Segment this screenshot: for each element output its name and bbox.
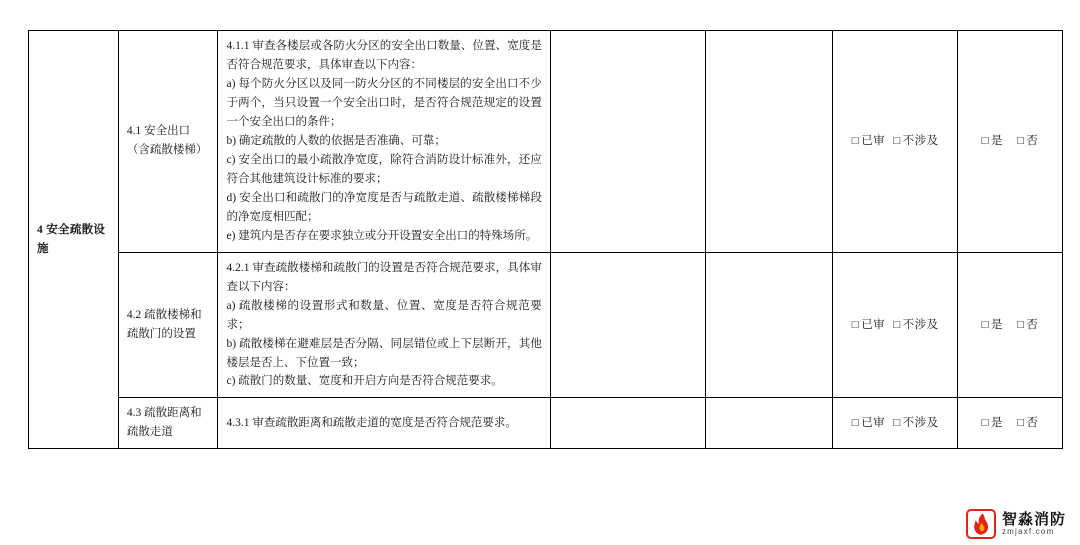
checkbox-icon[interactable]: □: [1016, 134, 1025, 147]
table-row: [29, 252, 1063, 398]
checkbox-icon[interactable]: □: [893, 134, 901, 147]
checkbox-icon[interactable]: □: [981, 134, 989, 147]
checkbox-icon[interactable]: □: [851, 416, 860, 429]
review-done-label: 已审: [861, 134, 886, 147]
result-cell[interactable]: [957, 398, 1062, 449]
brand-url: zmjaxf.com: [1001, 526, 1055, 536]
item-cell: 4.1 安全出口（含疏散楼梯）: [118, 31, 218, 253]
blank-cell[interactable]: [705, 31, 833, 253]
content-cell: 4.1.1 审查各楼层或各防火分区的安全出口数量、位置、宽度是否符合规范要求，具体审查以下内容： a) 每个防火分区以及同一防火分区的不同楼层的安全出口不少于两个，当只设置一个安全出口时，是否符合规范规定的设置一个安全出口的条件； b) 确定疏散的人数的依据是否准确、可靠； c) 安全出口的最小疏散净宽度，除符合消防设计标准外，还应符合其他建筑设计标准的要求； d) 安全出口和疏散门的净宽度是否与疏散走道、疏散楼梯梯段的净宽度相匹配； e) 建筑内是否存在要求独立或分开设置安全出口的特殊场所。: [218, 31, 550, 253]
blank-cell[interactable]: [550, 31, 705, 253]
brand-name: 智淼消防: [1001, 510, 1066, 528]
watermark: [966, 509, 1066, 539]
category-cell: 4 安全疏散设施: [29, 31, 119, 449]
review-done-label: 已审: [861, 416, 886, 429]
review-status-cell[interactable]: [833, 398, 958, 449]
table-row: [29, 31, 1063, 253]
review-na-label: 不涉及: [902, 416, 939, 429]
blank-cell[interactable]: [550, 252, 705, 398]
result-yes-label: 是: [990, 318, 1003, 331]
brand-logo-icon: [966, 509, 996, 539]
checkbox-icon[interactable]: □: [893, 318, 901, 331]
checkbox-icon[interactable]: □: [851, 134, 860, 147]
result-yes-label: 是: [990, 134, 1003, 147]
review-status-cell[interactable]: [833, 252, 958, 398]
item-cell: 4.3 疏散距离和疏散走道: [118, 398, 218, 449]
result-cell[interactable]: [957, 31, 1062, 253]
result-yes-label: 是: [990, 416, 1003, 429]
review-status-cell[interactable]: [833, 31, 958, 253]
blank-cell[interactable]: [705, 252, 833, 398]
result-no-label: 否: [1026, 134, 1039, 147]
result-no-label: 否: [1026, 416, 1039, 429]
result-no-label: 否: [1026, 318, 1039, 331]
content-cell: 4.2.1 审查疏散楼梯和疏散门的设置是否符合规范要求，具体审查以下内容： a) 疏散楼梯的设置形式和数量、位置、宽度是否符合规范要求； b) 疏散楼梯在避难层是否分隔、同层错位或上下层断开，其他楼层是否上、下位置一致； c) 疏散门的数量、宽度和开启方向是否符合规范要求。: [218, 252, 550, 398]
checkbox-icon[interactable]: □: [1016, 318, 1025, 331]
checkbox-icon[interactable]: □: [851, 318, 860, 331]
blank-cell[interactable]: [705, 398, 833, 449]
content-cell: 4.3.1 审查疏散距离和疏散走道的宽度是否符合规范要求。: [218, 398, 550, 449]
review-done-label: 已审: [861, 318, 886, 331]
checkbox-icon[interactable]: □: [981, 416, 989, 429]
checkbox-icon[interactable]: □: [981, 318, 989, 331]
fire-safety-checklist-table: [28, 30, 1063, 449]
checkbox-icon[interactable]: □: [1016, 416, 1025, 429]
table-row: [29, 398, 1063, 449]
item-cell: 4.2 疏散楼梯和疏散门的设置: [118, 252, 218, 398]
result-cell[interactable]: [957, 252, 1062, 398]
review-na-label: 不涉及: [902, 134, 939, 147]
review-na-label: 不涉及: [902, 318, 939, 331]
checkbox-icon[interactable]: □: [893, 416, 901, 429]
blank-cell[interactable]: [550, 398, 705, 449]
